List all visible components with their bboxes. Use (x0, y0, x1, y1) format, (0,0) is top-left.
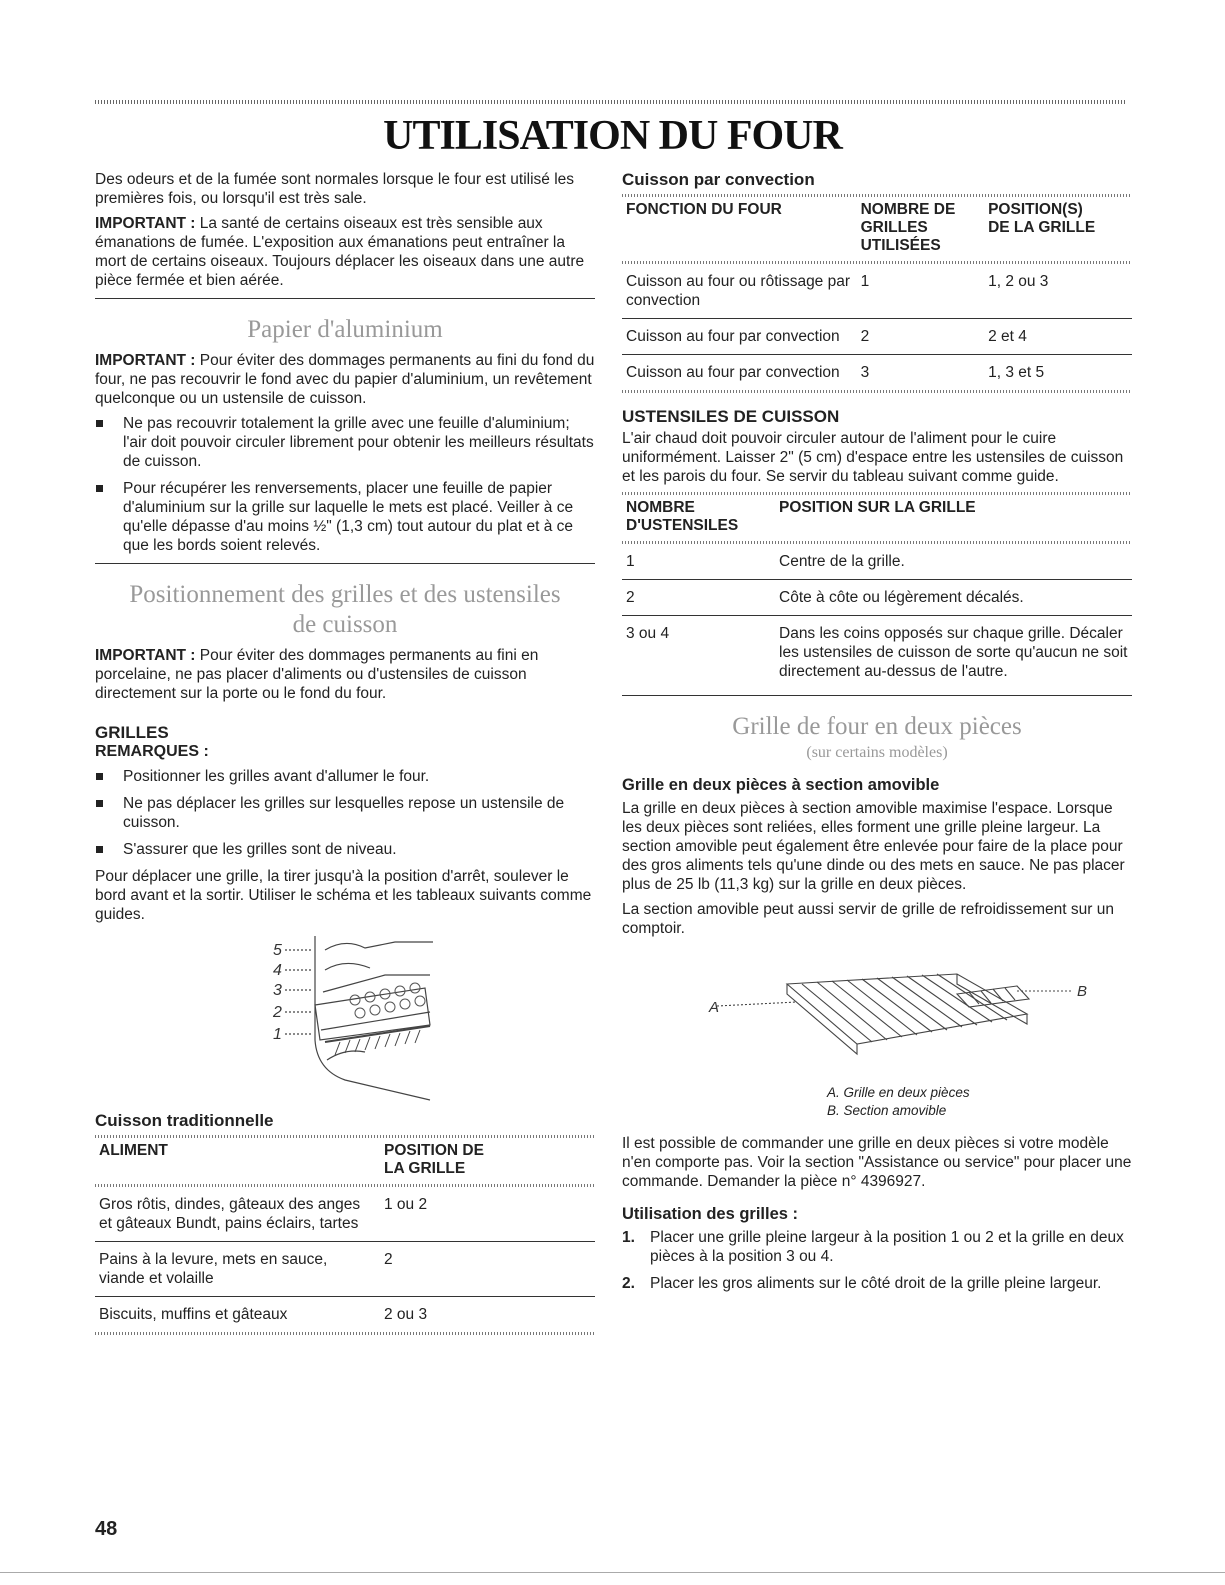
list-item-text: S'assurer que les grilles sont de niveau. (123, 841, 397, 858)
positioning-section-title (95, 580, 595, 640)
intro-paragraph: Des odeurs et de la fumée sont normales lorsque le four est utilisé les premières fois, ou lorsqu'il est très sale. (95, 171, 575, 207)
table-row (622, 319, 1132, 355)
list-item-text: Positionner les grilles avant d'allumer le four. (123, 768, 430, 785)
table-cell: Cuisson au four par convection (626, 364, 840, 381)
header-line: NOMBRE (626, 499, 695, 516)
step-text: Placer les gros aliments sur le côté droit de la grille pleine largeur. (650, 1275, 1102, 1292)
column-header: FONCTION DU FOUR (626, 201, 782, 218)
left-column (95, 170, 595, 1335)
section-divider (95, 298, 595, 299)
table-row (95, 1297, 595, 1333)
important-label: IMPORTANT : (95, 352, 196, 369)
label-a: A (709, 999, 720, 1016)
column-header: POSITION SUR LA GRILLE (779, 499, 976, 516)
table-bottom-border (622, 390, 1132, 393)
list-item (622, 1228, 1132, 1266)
two-piece-subtitle: (sur certains modèles) (806, 744, 948, 761)
foil-section-title: Papier d'aluminium (247, 316, 443, 343)
bullet-icon (96, 773, 103, 780)
two-piece-section-title: Grille de four en deux pièces (732, 713, 1022, 740)
column-header: ALIMENT (99, 1142, 168, 1159)
page-number: 48 (95, 1518, 118, 1540)
bullet-icon (96, 800, 103, 807)
bottom-edge (0, 1572, 1225, 1573)
header-line: POSITION(S) (988, 201, 1083, 218)
table-row (622, 264, 1132, 319)
header-line: D'USTENSILES (626, 517, 739, 534)
rack-move-paragraph: Pour déplacer une grille, la tirer jusqu'à la position d'arrêt, soulever le bord avant et la sortir. Utiliser le schéma et les tableaux suivants comme guides. (95, 868, 592, 923)
column-header (984, 197, 1132, 261)
bullet-icon (96, 420, 103, 427)
bullet-icon (96, 846, 103, 853)
table-cell: 2 ou 3 (384, 1306, 428, 1323)
header-line: POSITION DE (384, 1142, 484, 1159)
important-text: Pour éviter des dommages permanents au fini en porcelaine, ne pas placer d'aliments ou d'ustensiles de cuisson directement sur la porte ou le fond du four. (95, 647, 539, 702)
table-cell: 1 ou 2 (380, 1187, 595, 1242)
rack-positions-diagram (245, 930, 445, 1105)
figure-caption-b: B. Section amovible (827, 1103, 947, 1118)
important-label: IMPORTANT : (95, 215, 196, 232)
rack-label-1: 1 (273, 1026, 282, 1043)
table-cell: 3 ou 4 (626, 625, 670, 642)
rack-label-2: 2 (273, 1004, 282, 1021)
column-header (380, 1138, 595, 1184)
remarques-heading: REMARQUES : (95, 743, 209, 760)
foil-bullet-list (95, 414, 595, 555)
table-row (95, 1187, 595, 1242)
table-cell: Côte à côte ou légèrement décalés. (775, 580, 1132, 616)
page-title: UTILISATION DU FOUR (383, 113, 842, 159)
rack-label-3: 3 (273, 982, 282, 999)
step-number: 1. (622, 1229, 635, 1246)
table-cell: 1, 2 ou 3 (984, 264, 1132, 319)
header-line: NOMBRE DE (860, 201, 956, 218)
list-item (95, 414, 595, 471)
usage-steps (622, 1228, 1132, 1293)
table-cell: 3 (860, 364, 870, 381)
usage-heading: Utilisation des grilles : (622, 1205, 799, 1223)
list-item-text: Pour récupérer les renversements, placer une feuille de papier d'aluminium sur la grille sur laquelle le mets est placé. Veiller à ce qu'elle dépasse d'au moins ½" (1,3 cm) tout autour du plat et à ce que les bords soient relevés. (123, 480, 574, 554)
list-item (622, 1274, 1132, 1293)
label-b: B (1077, 983, 1088, 1000)
two-piece-heading: Grille en deux pièces à section amovible (622, 776, 940, 794)
traditional-heading: Cuisson traditionnelle (95, 1111, 274, 1130)
step-number: 2. (622, 1275, 635, 1292)
convection-table (622, 197, 1132, 390)
step-text: Placer une grille pleine largeur à la position 1 ou 2 et la grille en deux pièces à la position 3 ou 4. (650, 1229, 1124, 1265)
ustensiles-heading: USTENSILES DE CUISSON (622, 407, 840, 426)
ustensiles-table (622, 495, 1132, 689)
table-row (622, 544, 1132, 580)
figure-caption-a: A. Grille en deux pièces (827, 1085, 970, 1100)
list-item (95, 794, 595, 832)
table-cell: Dans les coins opposés sur chaque grille. Décaler les ustensiles de cuisson de sorte qu'aucun ne soit directement au-dessus de l'autre. (779, 625, 1128, 680)
important-text: La santé de certains oiseaux est très sensible aux émanations de fumée. L'exposition aux émanations peut entraîner la mort de certains oiseaux. Toujours déplacer les oiseaux dans une autre pièce fermée et bien aérée. (95, 215, 585, 289)
header-line: GRILLES (860, 219, 928, 236)
list-item (95, 840, 595, 859)
table-row (622, 355, 1132, 391)
table-cell: Centre de la grille. (775, 544, 1132, 580)
bullet-icon (96, 485, 103, 492)
list-item (95, 767, 595, 786)
title-line: de cuisson (292, 611, 398, 638)
table-cell: 1 (622, 544, 775, 580)
intro-important (95, 214, 595, 290)
list-item-text: Ne pas déplacer les grilles sur lesquelles repose un ustensile de cuisson. (123, 795, 565, 831)
column-header (622, 495, 775, 541)
grilles-heading: GRILLES (95, 723, 169, 742)
rack-label-4: 4 (273, 962, 282, 979)
ustensiles-paragraph: L'air chaud doit pouvoir circuler autour de l'aliment pour le cuire uniformément. Laisser 2" (5 cm) d'espace entre les ustensiles de cuisson et les parois du four. Se servir du tableau suivant comme guide. (622, 430, 1124, 485)
table-cell: 2 et 4 (984, 319, 1132, 355)
section-divider (95, 563, 595, 564)
table-cell: Gros rôtis, dindes, gâteaux des anges et gâteaux Bundt, pains éclairs, tartes (95, 1187, 380, 1242)
table-cell: Cuisson au four ou rôtissage par convection (622, 264, 857, 319)
list-item (95, 479, 595, 555)
foil-important (95, 351, 595, 408)
section-divider (622, 695, 1132, 696)
table-bottom-border (95, 1332, 595, 1335)
important-text: Pour éviter des dommages permanents au fini du fond du four, ne pas recouvrir le fond avec du papier d'aluminium, un revêtement quelconque ou un ustensile de cuisson. (95, 352, 595, 407)
table-cell: 1 (857, 264, 985, 319)
header-line: LA GRILLE (384, 1160, 466, 1177)
two-piece-paragraph: La grille en deux pièces à section amovible maximise l'espace. Lorsque les deux pièces sont reliées, elles forment une grille pleine largeur. La section amovible peut également être enlevée pour faire de la place pour des gros aliments tels qu'une dinde ou des mets en sauce. Ne pas placer plus de 25 lb (11,3 kg) sur la grille en deux pièces. (622, 800, 1125, 893)
top-divider (95, 100, 1125, 104)
order-paragraph: Il est possible de commander une grille en deux pièces si votre modèle n'en comporte pas. Voir la section "Assistance ou service" pour placer une commande. Demander la pièce n° 4396927. (622, 1135, 1132, 1190)
list-item-text: Ne pas recouvrir totalement la grille avec une feuille d'aluminium; l'air doit pouvoir circuler librement pour obtenir les meilleurs résultats de cuisson. (123, 415, 594, 470)
rack-label-5: 5 (273, 942, 282, 959)
remarques-list (95, 767, 595, 859)
two-piece-paragraph: La section amovible peut aussi servir de grille de refroidissement sur un comptoir. (622, 901, 1114, 937)
header-line: UTILISÉES (860, 237, 941, 254)
table-row (622, 616, 1132, 690)
column-header (857, 197, 985, 261)
traditional-table (95, 1138, 595, 1332)
two-piece-rack-diagram (657, 944, 1097, 1084)
table-cell: 2 (380, 1242, 595, 1297)
table-cell: Cuisson au four par convection (622, 319, 857, 355)
table-row (95, 1242, 595, 1297)
important-label: IMPORTANT : (95, 647, 196, 664)
table-row (622, 580, 1132, 616)
header-line: DE LA GRILLE (988, 219, 1096, 236)
positioning-important (95, 646, 595, 703)
table-cell: Biscuits, muffins et gâteaux (99, 1306, 288, 1323)
right-column (622, 170, 1132, 1301)
table-cell: 1, 3 et 5 (988, 364, 1045, 381)
table-cell: 2 (857, 319, 985, 355)
table-cell: 2 (622, 580, 775, 616)
title-line: Positionnement des grilles et des ustensiles (129, 581, 561, 608)
table-cell: Pains à la levure, mets en sauce, viande et volaille (95, 1242, 380, 1297)
convection-heading: Cuisson par convection (622, 170, 815, 189)
